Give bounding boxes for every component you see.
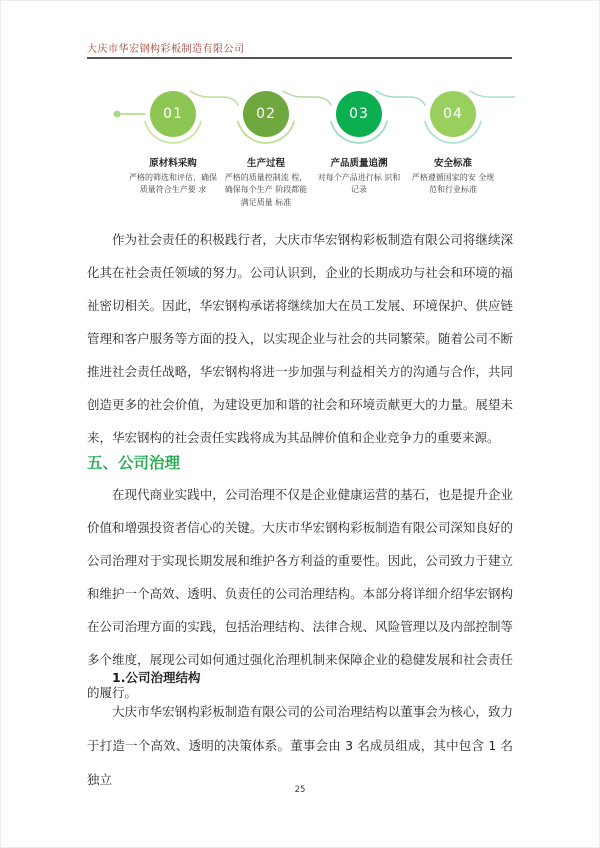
process-step-3-description: 对每个产品进行标 识和记录 bbox=[317, 173, 401, 195]
process-step-4-title: 安全标准 bbox=[433, 158, 472, 169]
header-divider bbox=[87, 57, 512, 59]
page-footer bbox=[1, 785, 599, 795]
process-step-1-description: 严格的筛选和评估，确保质量符合生产要 求 bbox=[129, 173, 217, 195]
process-step-1-number: 01 bbox=[163, 106, 183, 122]
process-step-1-title: 原材料采购 bbox=[149, 158, 197, 169]
page-number: 25 bbox=[294, 785, 306, 795]
process-step-2-circle bbox=[243, 91, 289, 137]
paragraph-social-responsibility: 作为社会责任的积极践行者，大庆市华宏钢构彩板制造有限公司将继续深化其在社会责任领域的努力。公司认识到，企业的长期成功与社会和环境的福祉密切相关。因此，华宏钢构承诺将继续加大在员工发展、环境保护、供应链管理和客户服务等方面的投入，以实现企业与社会的共同繁荣。随着公司不断推进社会责任战略，华宏钢构将进一步加强与利益相关方的沟通与合作，共同创造更多的社会价值，为建设更加和谐的社会和环境贡献更大的力量。展望未来，华宏钢构的社会责任实践将成为其品牌价值和企业竞争力的重要来源。 bbox=[87, 232, 513, 445]
process-step-1-label bbox=[129, 155, 217, 197]
page-header bbox=[87, 37, 512, 56]
process-step-3-title: 产品质量追溯 bbox=[330, 158, 388, 169]
process-step-2-description: 严格的质量控制流 程，确保每个生产 阶段都能满足质量 标准 bbox=[224, 173, 308, 207]
company-name: 大庆市华宏钢构彩板制造有限公司 bbox=[87, 44, 245, 55]
paragraph-governance-intro: 在现代商业实践中，公司治理不仅是企业健康运营的基石，也是提升企业价值和增强投资者信心的关键。大庆市华宏钢构彩板制造有限公司深知良好的公司治理对于实现长期发展和维护各方利益的重要性。因此，公司致力于建立和维护一个高效、透明、负责任的公司治理结构。本部分将详细介绍华宏钢构在公司治理方面的实践，包括治理结构、法律合规、风险管理以及内部控制等多个维度，展现公司如何通过强化治理机制来保障企业的稳健发展和社会责任的履行。 bbox=[87, 487, 513, 700]
process-step-4-circle bbox=[430, 91, 476, 137]
subsection-heading-governance-structure: 1.公司治理结构 bbox=[112, 670, 201, 685]
process-step-4-description: 严格遵循国家的安 全规范和行业标准 bbox=[411, 173, 495, 195]
process-step-2-label bbox=[222, 155, 310, 209]
process-step-3-label bbox=[315, 155, 403, 197]
process-diagram bbox=[87, 79, 515, 229]
section-heading-corporate-governance: 五、公司治理 bbox=[87, 454, 181, 472]
process-step-2-title: 生产过程 bbox=[246, 158, 285, 169]
process-step-4-number: 04 bbox=[443, 106, 463, 122]
process-step-2-number: 02 bbox=[256, 106, 276, 122]
process-step-3-circle bbox=[336, 91, 382, 137]
paragraph-governance-structure: 大庆市华宏钢构彩板制造有限公司的公司治理结构以董事会为核心，致力于打造一个高效、透明的决策体系。董事会由 3 名成员组成，其中包含 1 名独立 bbox=[87, 704, 513, 787]
process-step-1-circle bbox=[150, 91, 196, 137]
process-step-3-number: 03 bbox=[349, 106, 369, 122]
process-step-4-label bbox=[409, 155, 497, 197]
